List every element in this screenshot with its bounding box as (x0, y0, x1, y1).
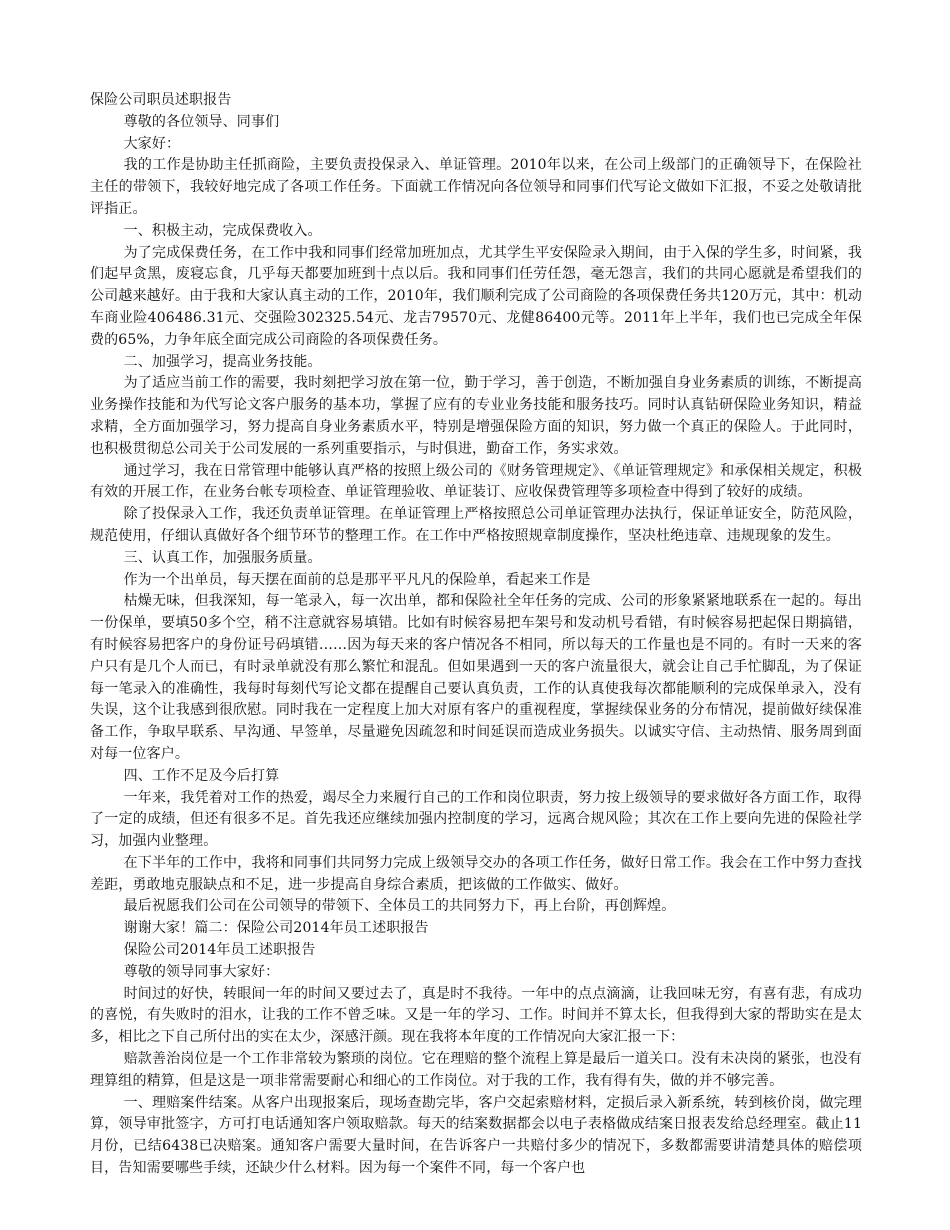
paragraph: 尊敬的各位领导、同事们 (123, 113, 280, 130)
paragraph: 二、加强学习，提高业务技能。 (123, 353, 322, 370)
paragraph: 枯燥无味，但我深知，每一笔录入，每一次出单，都和保险社全年任务的完成、公司的形象紧紧地联系在一起的。每出一份保单，要填50多个空，稍不注意就容易填错。比如有时候容易把车架号和发动机号看错，有时候容易把起保日期搞错，有时候容易把客户的身份证号码填错……因为每天来的客户情况各不相同，所以每天的工作量也是不同的。有时一天来的客户只有是几个人而已，有时录单就没有那么繁忙和混乱。但如果遇到一天的客户流量很大，就会让自己手忙脚乱，为了保证每一笔录入的准确性，我每时每刻代写论文都在提醒自己要认真负责，工作的认真使我每次都能顺利的完成保单录入，没有失误，这个让我感到很欣慰。同时我在一定程度上加大对原有客户的重视程度，掌握续保业务的分布情况，提前做好续保准备工作，争取早联系、早沟通、早签单，尽量避免因疏忽和时间延误而造成业务损失。以诚实守信、主动热情、服务周到面对每一位客户。 (90, 593, 862, 762)
paragraph: 作为一个出单员，每天摆在面前的总是那平平凡凡的保险单，看起来工作是 (123, 571, 591, 588)
paragraph: 赔款善治岗位是一个工作非常较为繁琐的岗位。它在理赔的整个流程上算是最后一道关口。没有未决岗的紧张，也没有理算组的精算，但是这是一项非常需要耐心和细心的工作岗位。对于我的工作，我有得有失，做的并不够完善。 (90, 1051, 862, 1089)
paragraph: 时间过的好快，转眼间一年的时间又要过去了，真是时不我待。一年中的点点滴滴，让我回味无穷，有喜有悲，有成功的喜悦，有失败时的泪水，让我的工作不曾乏味。又是一年的学习、工作。时间并不算太长，但我得到大家的帮助实在是太多，相比之下自己所付出的实在太少，深感汗颜。现在我将本年度的工作情况向大家汇报一下： (90, 985, 862, 1046)
paragraph: 一、理赔案件结案。从客户出现报案后，现场查勘完毕，客户交起索赔材料，定损后录入新系统，转到核价岗，做完理算，领导审批签字，方可打电话通知客户领取赔款。每天的结案数据都会以电子表格做成结案日报表发给总经理室。截止11月份，已结6438已决赔案。通知客户需要大量时间，在告诉客户一共赔付多少的情况下，多数都需要讲清楚具体的赔偿项目，告知需要哪些手续，还缺少什么材料。因为每一个案件不同，每一个客户也 (90, 1094, 862, 1177)
paragraph: 一、积极主动，完成保费收入。 (123, 222, 322, 239)
paragraph: 为了完成保费任务，在工作中我和同事们经常加班加点，尤其学生平安保险录入期间，由于入保的学生多，时间紧，我们起早贪黑，废寝忘食，几乎每天都要加班到十点以后。我和同事们任劳任怨，毫无怨言，我们的共同心愿就是希望我们的公司越来越好。由于我和大家认真主动的工作，2010年，我们顺利完成了公司商险的各项保费任务共120万元，其中：机动车商业险406486.31元、交强险302325.54元、龙吉79570元、龙健86400元等。2011年上半年，我们也已完成全年保费的65%，力争年底全面完成公司商险的各项保费任务。 (90, 244, 862, 348)
document-body (90, 90, 862, 1180)
paragraph: 我的工作是协助主任抓商险，主要负责投保录入、单证管理。2010年以来，在公司上级部门的正确领导下，在保险社主任的带领下，我较好地完成了各项工作任务。下面就工作情况向各位领导和同事们代写论文做如下汇报，不妥之处敬请批评指正。 (90, 157, 862, 217)
paragraph: 大家好： (123, 135, 181, 152)
paragraph: 通过学习，我在日常管理中能够认真严格的按照上级公司的《财务管理规定》、《单证管理规定》和承保相关规定，积极有效的开展工作，在业务台帐专项检查、单证管理验收、单证装订、应收保费管理等多项检查中得到了较好的成绩。 (90, 462, 862, 501)
paragraph: 为了适应当前工作的需要，我时刻把学习放在第一位，勤于学习，善于创造，不断加强自身业务素质的训练，不断提高业务操作技能和为代写论文客户服务的基本功，掌握了应有的专业业务技能和服务技巧。同时认真钻研保险业务知识，精益求精，全方面加强学习，努力提高自身业务素质水平，特别是增强保险方面的知识，努力做一个真正的保险人。于此同时，也积极贯彻总公司关于公司发展的一系列重要指示，与时俱进，勤奋工作，务实求效。 (90, 375, 862, 457)
paragraph: 四、工作不足及今后打算 (123, 767, 280, 784)
paragraph: 除了投保录入工作，我还负责单证管理。在单证管理上严格按照总公司单证管理办法执行，保证单证安全，防范风险，规范使用，仔细认真做好各个细节环节的整理工作。在工作中严格按照规章制度操作，坚决杜绝违章、违规现象的发生。 (90, 506, 862, 544)
paragraph: 一年来，我凭着对工作的热爱，竭尽全力来履行自己的工作和岗位职责，努力按上级领导的要求做好各方面工作，取得了一定的成绩，但还有很多不足。首先我还应继续加强内控制度的学习，远离合规风险；其次在工作上要向先进的保险社学习，加强内业整理。 (90, 789, 862, 850)
paragraph: 尊敬的领导同事大家好： (123, 963, 280, 980)
paragraph: 谢谢大家！篇二：保险公司2014年员工述职报告 (123, 920, 429, 937)
document-title: 保险公司职员述职报告 (90, 92, 232, 108)
paragraph: 在下半年的工作中，我将和同事们共同努力完成上级领导交办的各项工作任务，做好日常工作。我会在工作中努力查找差距，勇敢地克服缺点和不足，进一步提高自身综合素质，把该做的工作做实、做好。 (90, 854, 862, 893)
paragraph: 保险公司2014年员工述职报告 (123, 942, 316, 959)
paragraph: 最后祝愿我们公司在公司领导的带领下、全体员工的共同努力下，再上台阶，再创辉煌。 (123, 898, 676, 915)
paragraph: 三、认真工作，加强服务质量。 (123, 549, 322, 566)
